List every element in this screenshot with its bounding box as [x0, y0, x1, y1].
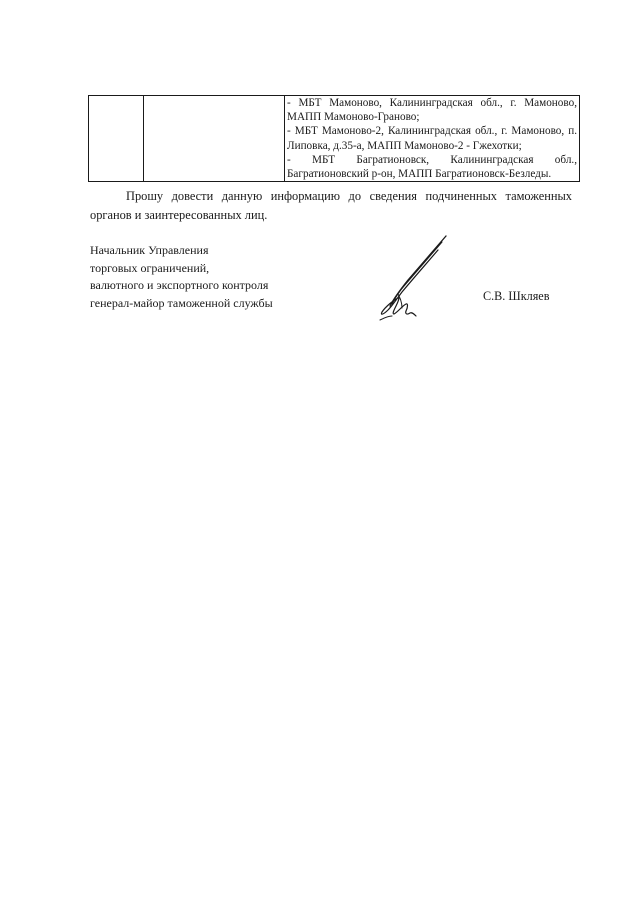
request-paragraph: Прошу довести данную информацию до сведения подчиненных таможенных органов и заинтересованных лиц.	[90, 189, 572, 222]
table-cell-region	[144, 96, 285, 182]
signatory-title-line: валютного и экспортного контроля	[90, 278, 269, 292]
signatory-name: С.В. Шкляев	[483, 289, 550, 303]
signatory-title-line: торговых ограничений,	[90, 260, 210, 275]
signatory-title-line: генерал-майор таможенной службы	[90, 295, 273, 310]
table-cell-number	[89, 96, 144, 182]
checkpoint-entry: - МБТ Мамоново-2, Калининградская обл., г. Мамоново, п. Липовка, д.35-а, МАПП Мамоново-2 - Гжехотки;	[287, 125, 577, 152]
handwritten-signature	[368, 232, 460, 324]
signatory-title-line: Начальник Управления	[90, 243, 209, 257]
signatory-title	[90, 242, 350, 312]
table-cell-checkpoints	[285, 96, 580, 182]
checkpoint-table	[88, 95, 580, 182]
checkpoint-entry: - МБТ Багратионовск, Калининградская обл., Багратионовский р-он, МАПП Багратионовск-Безледы.	[287, 153, 577, 181]
checkpoint-entry: - МБТ Мамоново, Калининградская обл., г. Мамоново, МАПП Мамоново-Граново;	[287, 97, 577, 124]
table-row	[89, 96, 580, 182]
